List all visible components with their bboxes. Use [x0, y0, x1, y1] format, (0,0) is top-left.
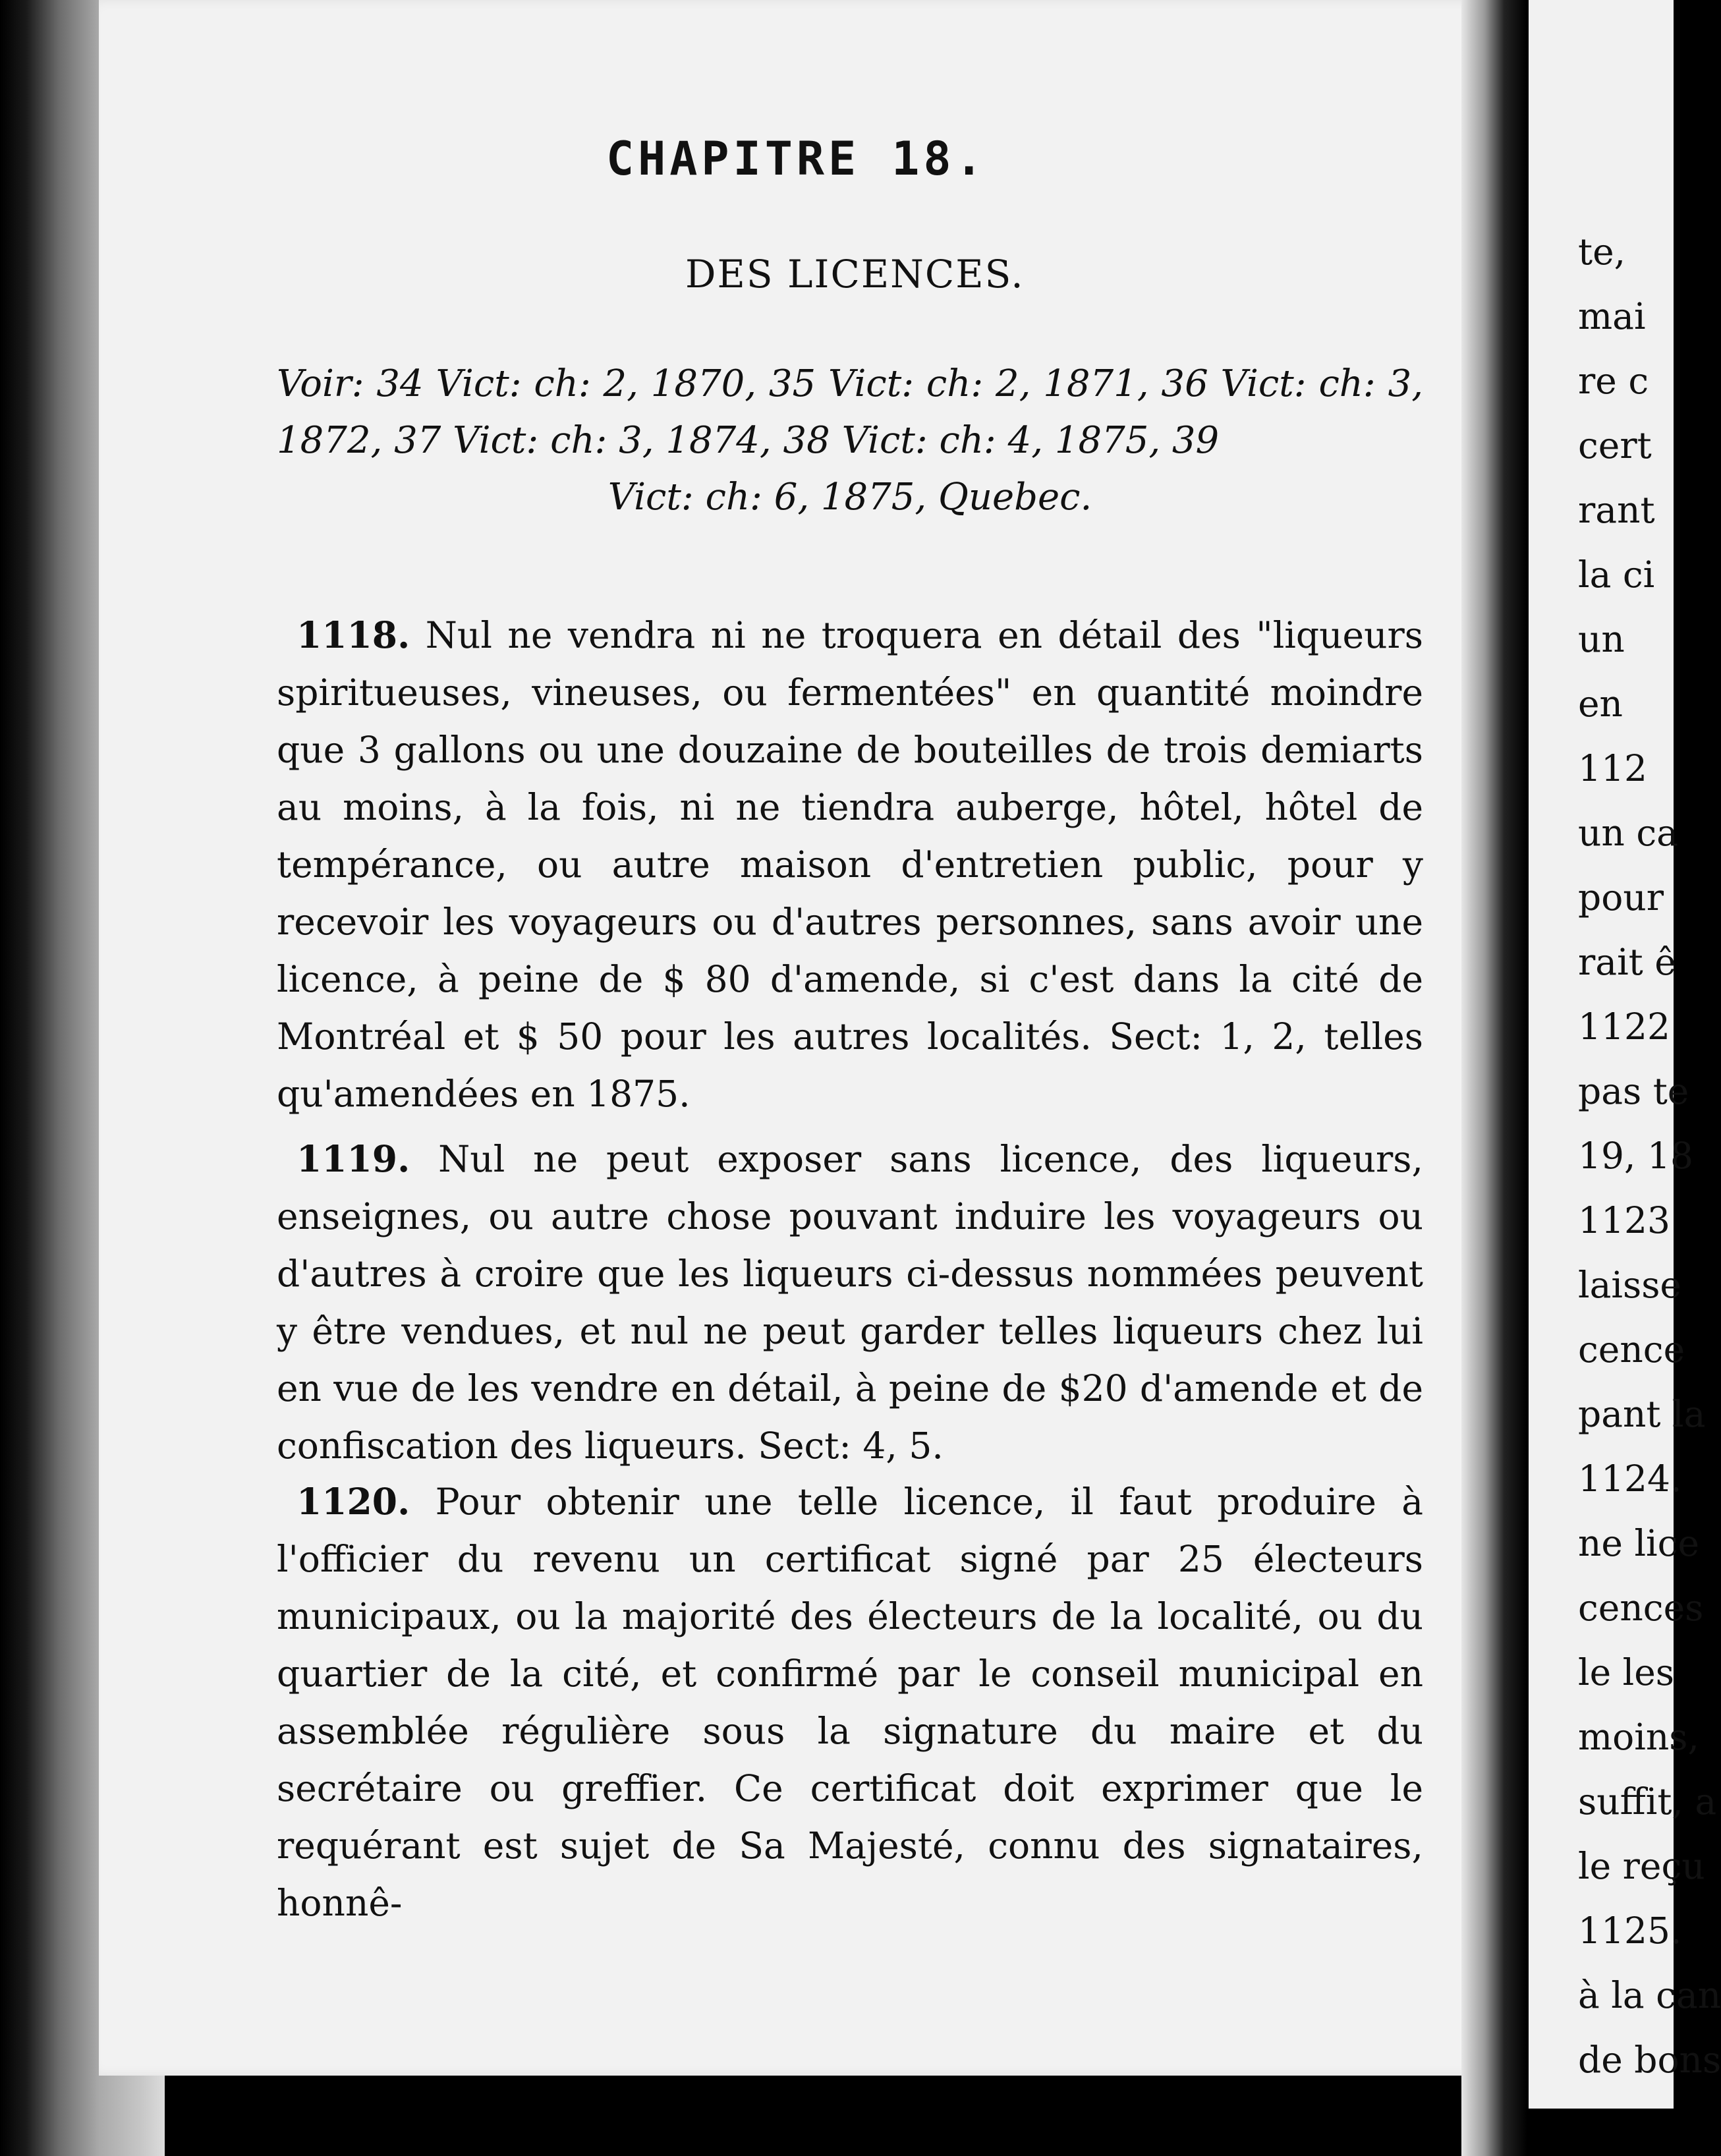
article-1118	[277, 606, 1423, 1123]
right-page-fragment: 19, 18	[1578, 1135, 1693, 1177]
right-page-fragment: en	[1578, 683, 1623, 725]
right-page-fragment: ne lice	[1578, 1522, 1699, 1564]
right-page-fragment: te,	[1578, 231, 1626, 273]
right-page-fragment: 1122	[1578, 1006, 1670, 1048]
right-page-fragment: 112	[1578, 747, 1647, 789]
article-number: 1120.	[296, 1480, 410, 1523]
right-page-fragment: pas te	[1578, 1070, 1689, 1112]
chapter-heading: CHAPITRE 18.	[606, 132, 987, 186]
references-line-2: Vict: ch: 6, 1875, Quebec.	[607, 476, 1092, 519]
article-number: 1118.	[296, 613, 410, 656]
article-1119	[277, 1130, 1423, 1475]
right-page-fragment: le les	[1578, 1651, 1674, 1693]
book-gutter	[1461, 0, 1527, 2156]
right-page-fragment: cences	[1578, 1587, 1704, 1629]
right-page-fragment: cert	[1578, 424, 1652, 467]
right-page-fragment: le reçu	[1578, 1845, 1705, 1887]
right-page-fragment: rait ê	[1578, 941, 1676, 983]
article-text: Pour obtenir une telle licence, il faut produire à l'officier du revenu un certificat signé par 25 électeurs municipaux, ou la majorité des électeurs de la localité, ou du quartier de la cité, et confirmé par le conseil municipal en assemblée régulière sous la signature du maire et du secrétaire ou greffier. Ce certificat doit exprimer que le requérant est sujet de Sa Majesté, connu des signataires, honnê-	[277, 1481, 1424, 1924]
section-title: DES LICENCES.	[685, 252, 1025, 297]
right-page-fragment: cence	[1578, 1328, 1685, 1371]
right-page-fragment: mai	[1578, 295, 1646, 337]
right-page-fragment: 1123	[1578, 1199, 1670, 1241]
article-number: 1119.	[296, 1137, 410, 1180]
right-page-fragment: 1124.	[1578, 1458, 1682, 1500]
article-1120	[277, 1473, 1423, 1932]
right-page-fragment: laisse	[1578, 1264, 1681, 1306]
references-line-1: Voir: 34 Vict: ch: 2, 1870, 35 Vict: ch: 2, 1871, 36 Vict: ch: 3, 1872, 37 Vict: ch: 3, 1874, 38 Vict: ch: 4, 1875, 39	[277, 362, 1423, 462]
right-page-fragment: un	[1578, 618, 1625, 660]
right-page-fragment: rant	[1578, 489, 1655, 531]
right-page-fragment: à la can	[1578, 1974, 1721, 2016]
right-page-fragment: pour	[1578, 876, 1664, 919]
right-page-fragment: moins,	[1578, 1716, 1699, 1758]
right-page-fragment: la ci	[1578, 553, 1655, 596]
legal-references	[277, 356, 1423, 526]
right-page-fragment: 1125.	[1578, 1910, 1682, 1952]
right-page-fragment: suffit, a	[1578, 1780, 1717, 1823]
right-page-fragment: un ca	[1578, 812, 1678, 854]
right-page-fragment: pant la	[1578, 1393, 1706, 1435]
article-text: Nul ne peut exposer sans licence, des liqueurs, enseignes, ou autre chose pouvant induire les voyageurs ou d'autres à croire que les liqueurs ci-dessus nommées peuvent y être vendues, et nul ne peut garder telles liqueurs chez lui en vue de les vendre en détail, à peine de $20 d'amende et de confiscation des liqueurs. Sect: 4, 5.	[277, 1138, 1423, 1467]
right-page-fragment: de bons	[1578, 2039, 1721, 2081]
article-text: Nul ne vendra ni ne troquera en détail des "liqueurs spiritueuses, vineuses, ou fermentées" en quantité moindre que 3 gallons ou une douzaine de bouteilles de trois demiarts au moins, à la fois, ni ne tiendra auberge, hôtel, hôtel de tempérance, ou autre maison d'entretien public, pour y recevoir les voyageurs ou d'autres personnes, sans avoir une licence, à peine de $ 80 d'amende, si c'est dans la cité de Montréal et $ 50 pour les autres localités. Sect: 1, 2, telles qu'amendées en 1875.	[277, 614, 1424, 1115]
right-page-fragment: re c	[1578, 360, 1649, 402]
